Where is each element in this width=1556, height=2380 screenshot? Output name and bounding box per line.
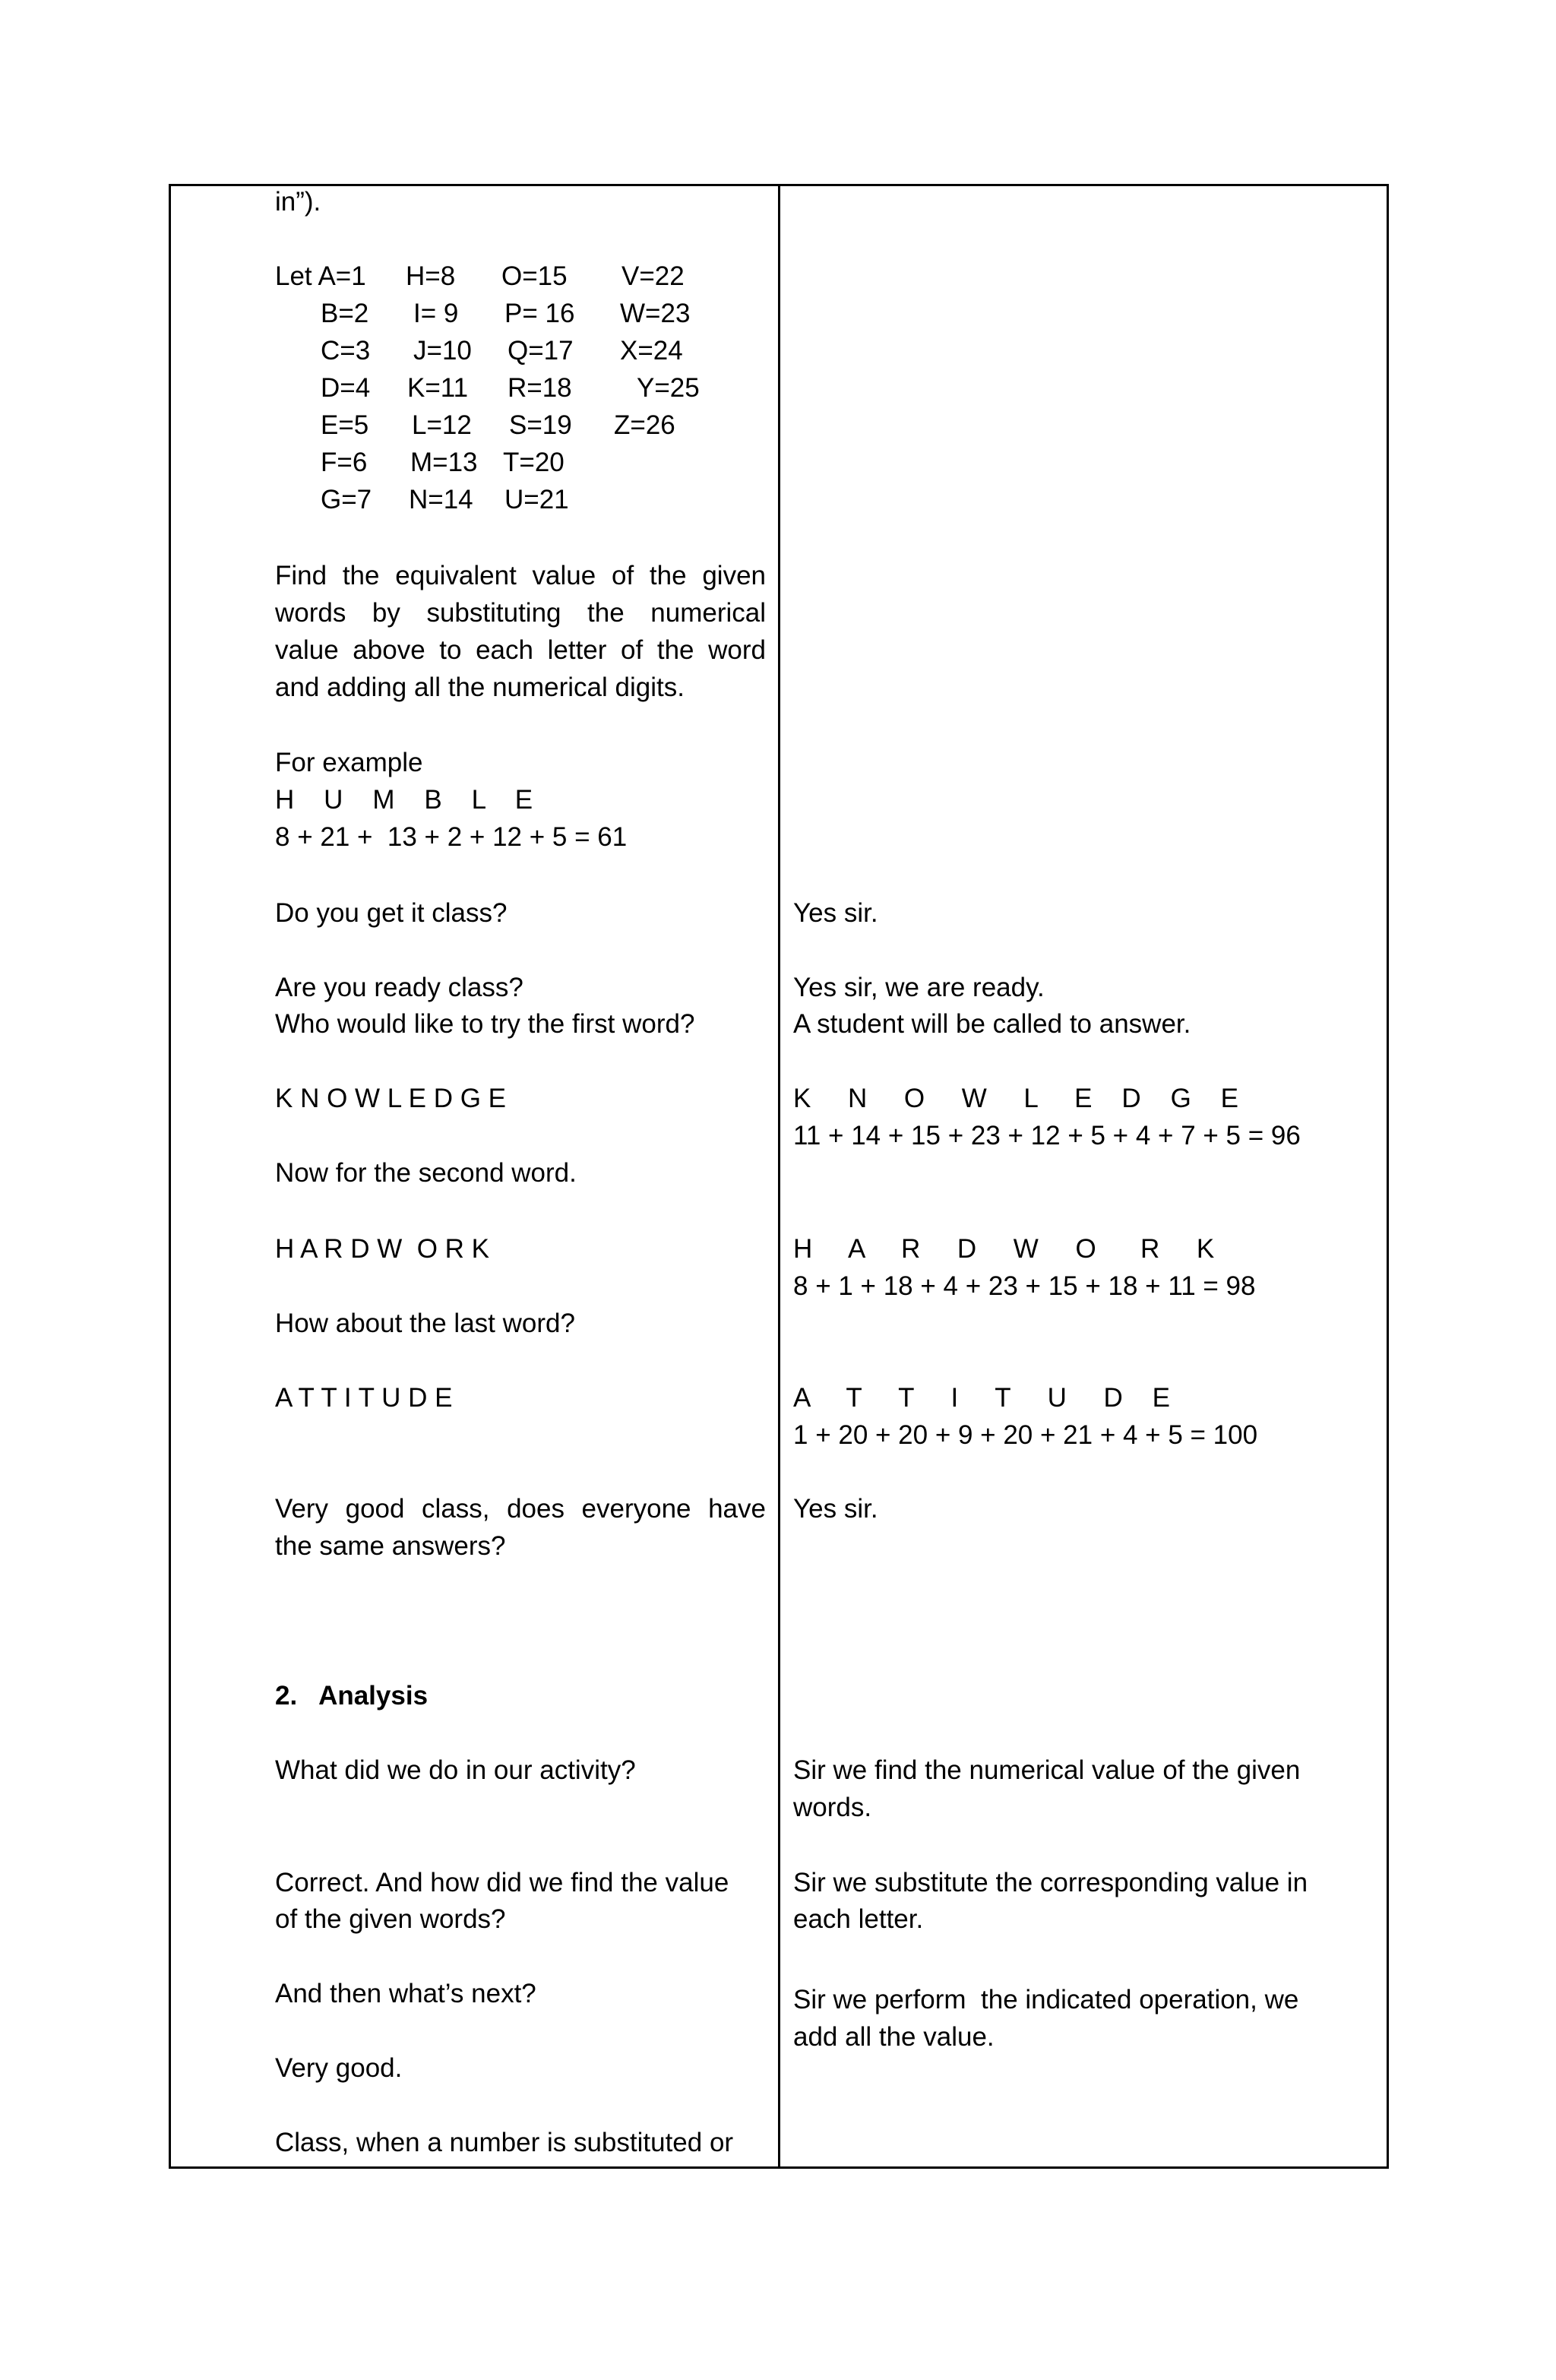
student-answer: Yes sir.: [793, 898, 878, 928]
teacher-question: How about the last word?: [275, 1309, 575, 1338]
let-cell: K=11: [407, 373, 469, 403]
student-answer: Sir we find the numerical value of the given: [793, 1755, 1301, 1785]
teacher-question: And then what’s next?: [275, 1979, 536, 2008]
instruction-line: and adding all the numerical digits.: [275, 673, 685, 702]
teacher-question: Do you get it class?: [275, 898, 508, 928]
let-cell: F=6: [321, 448, 368, 477]
let-cell: J=10: [413, 336, 472, 366]
teacher-question: of the given words?: [275, 1904, 506, 1934]
let-cell: H=8: [406, 261, 456, 291]
let-cell: C=3: [321, 336, 371, 366]
let-cell: X=24: [620, 336, 683, 366]
answer-sum: 1 + 20 + 20 + 9 + 20 + 21 + 4 + 5 = 100: [793, 1420, 1258, 1450]
answer-letters: H A R D W O R K: [793, 1234, 1215, 1264]
let-cell: E=5: [321, 410, 369, 440]
word-hardwork: H A R D W O R K: [275, 1234, 489, 1264]
let-cell: N=14: [409, 485, 473, 514]
let-cell: D=4: [321, 373, 371, 403]
let-cell: W=23: [620, 299, 691, 328]
teacher-question: Very good.: [275, 2053, 403, 2083]
let-cell: Q=17: [508, 336, 574, 366]
let-cell: R=18: [508, 373, 572, 403]
let-cell: T=20: [503, 448, 565, 477]
let-cell: Y=25: [637, 373, 700, 403]
teacher-question: Are you ready class?: [275, 973, 523, 1002]
student-answer: Yes sir.: [793, 1494, 878, 1524]
column-divider: [778, 184, 780, 2169]
teacher-question: Who would like to try the first word?: [275, 1009, 695, 1039]
answer-letters: A T T I T U D E: [793, 1383, 1170, 1413]
student-answer: each letter.: [793, 1904, 924, 1934]
student-answer: Sir we perform the indicated operation, we: [793, 1985, 1299, 2014]
student-answer: words.: [793, 1793, 872, 1822]
example-sum: 8 + 21 + 13 + 2 + 12 + 5 = 61: [275, 822, 628, 852]
example-label: For example: [275, 748, 423, 777]
answer-sum: 8 + 1 + 18 + 4 + 23 + 15 + 18 + 11 = 98: [793, 1271, 1256, 1301]
analysis-heading: 2. Analysis: [275, 1681, 429, 1711]
student-answer: Sir we substitute the corresponding value in: [793, 1868, 1308, 1897]
instruction-line: words by substituting the numerical: [275, 598, 766, 628]
answer-sum: 11 + 14 + 15 + 23 + 12 + 5 + 4 + 7 + 5 = 96: [793, 1121, 1301, 1150]
teacher-question: What did we do in our activity?: [275, 1755, 636, 1785]
teacher-question: Class, when a number is substituted or: [275, 2128, 734, 2157]
word-attitude: A T T I T U D E: [275, 1383, 453, 1413]
let-cell: S=19: [509, 410, 572, 440]
continued-text: in”).: [275, 187, 321, 217]
let-cell: L=12: [412, 410, 472, 440]
let-cell: V=22: [621, 261, 685, 291]
instruction-line: Find the equivalent value of the given: [275, 561, 766, 590]
let-cell: I= 9: [413, 299, 459, 328]
student-answer: add all the value.: [793, 2022, 995, 2052]
word-knowledge: K N O W L E D G E: [275, 1084, 507, 1113]
teacher-question: the same answers?: [275, 1531, 506, 1561]
example-letters: H U M B L E: [275, 785, 533, 815]
let-cell: B=2: [321, 299, 369, 328]
teacher-question: Now for the second word.: [275, 1158, 577, 1188]
let-cell: U=21: [504, 485, 569, 514]
let-cell: M=13: [410, 448, 478, 477]
teacher-question: Correct. And how did we find the value: [275, 1868, 729, 1897]
let-cell: G=7: [321, 485, 372, 514]
let-cell: O=15: [501, 261, 568, 291]
student-answer: A student will be called to answer.: [793, 1009, 1191, 1039]
let-cell: Z=26: [614, 410, 675, 440]
teacher-question: Very good class, does everyone have: [275, 1494, 766, 1524]
answer-letters: K N O W L E D G E: [793, 1084, 1239, 1113]
let-cell: Let A=1: [275, 261, 366, 291]
let-cell: P= 16: [504, 299, 575, 328]
student-answer: Yes sir, we are ready.: [793, 973, 1045, 1002]
instruction-line: value above to each letter of the word: [275, 635, 766, 665]
